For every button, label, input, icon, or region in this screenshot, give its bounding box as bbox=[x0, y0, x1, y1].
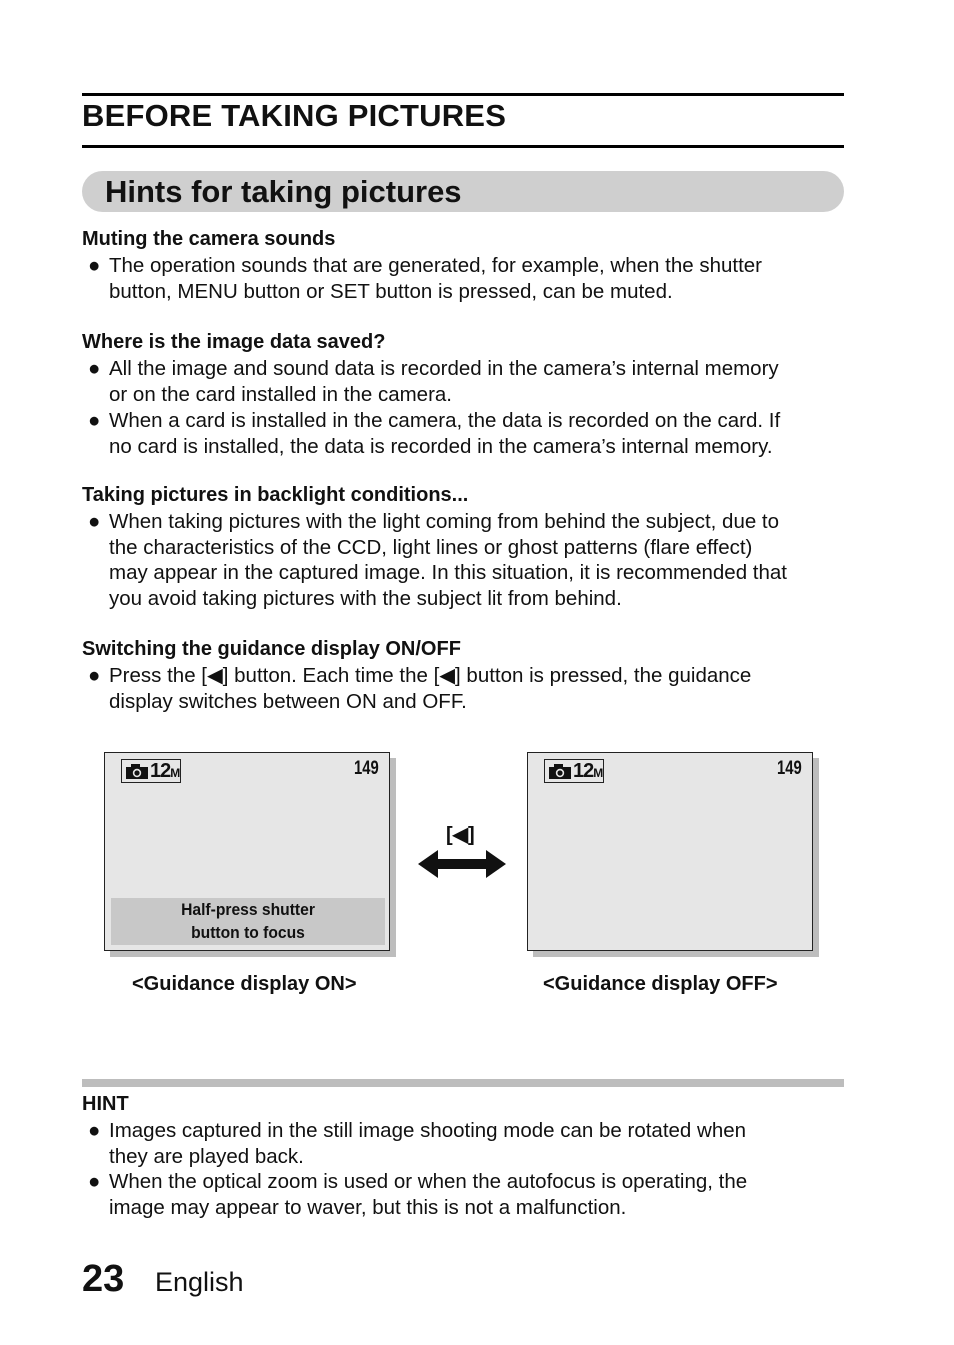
text-line: When taking pictures with the light coming from behind the subject, due to bbox=[109, 510, 780, 533]
bullet-icon: ● bbox=[88, 357, 101, 380]
list-item bbox=[88, 408, 848, 460]
camera-icon bbox=[549, 764, 571, 779]
section-heading-guidance: Switching the guidance display ON/OFF bbox=[82, 638, 461, 660]
bullet-icon: ● bbox=[88, 409, 101, 432]
list-item bbox=[88, 1118, 848, 1170]
text-line: they are played back. bbox=[109, 1144, 304, 1168]
text-line: no card is installed, the data is recorded in the camera’s internal memory. bbox=[109, 434, 773, 458]
guidance-line: Half-press shutter bbox=[181, 900, 315, 919]
list-item bbox=[88, 509, 848, 613]
caption-guidance-off: <Guidance display OFF> bbox=[543, 973, 778, 995]
text-line: the characteristics of the CCD, light lines or ghost patterns (flare effect) bbox=[109, 535, 753, 559]
text-line: The operation sounds that are generated, for example, when the shutter bbox=[109, 254, 762, 277]
megapixel-unit: M bbox=[170, 765, 180, 780]
list-item bbox=[88, 356, 848, 408]
text-line: display switches between ON and OFF. bbox=[109, 689, 467, 713]
text-line: All the image and sound data is recorded in the camera’s internal memory bbox=[109, 357, 779, 380]
double-arrow-icon bbox=[418, 850, 506, 878]
hint-divider bbox=[82, 1079, 844, 1087]
guidance-message bbox=[111, 898, 385, 945]
guidance-on-screen bbox=[104, 752, 390, 951]
text-line: you avoid taking pictures with the subject lit from behind. bbox=[109, 586, 622, 610]
text-line: Images captured in the still image shooting mode can be rotated when bbox=[109, 1119, 747, 1142]
guidance-line: button to focus bbox=[191, 923, 305, 942]
bullet-icon: ● bbox=[88, 1170, 101, 1193]
text-line: When a card is installed in the camera, the data is recorded on the card. If bbox=[109, 409, 781, 432]
section-heading-backlight: Taking pictures in backlight conditions... bbox=[82, 484, 469, 506]
page-number: 23 bbox=[82, 1258, 125, 1300]
shooting-mode-badge bbox=[544, 759, 604, 783]
bullet-icon: ● bbox=[88, 254, 101, 277]
text-line: button, MENU button or SET button is pressed, can be muted. bbox=[109, 279, 673, 303]
list-item bbox=[88, 1169, 848, 1221]
left-button-label: [◀] bbox=[446, 824, 475, 846]
bullet-icon: ● bbox=[88, 1119, 101, 1142]
section-title-banner bbox=[82, 171, 844, 212]
megapixel-unit: M bbox=[593, 765, 603, 780]
language-label: English bbox=[155, 1267, 244, 1297]
shot-count: 149 bbox=[354, 758, 379, 779]
camera-icon bbox=[126, 764, 148, 779]
shot-count: 149 bbox=[777, 758, 802, 779]
list-item bbox=[88, 663, 848, 715]
chapter-underline bbox=[82, 145, 844, 148]
text-line: image may appear to waver, but this is not a malfunction. bbox=[109, 1195, 627, 1219]
text-line: When the optical zoom is used or when the autofocus is operating, the bbox=[109, 1170, 748, 1193]
megapixel-value: 12 bbox=[150, 759, 171, 782]
section-heading-muting: Muting the camera sounds bbox=[82, 228, 336, 250]
bullet-icon: ● bbox=[88, 664, 101, 687]
text-line: Press the [◀] button. Each time the [◀] button is pressed, the guidance bbox=[109, 664, 752, 687]
text-line: may appear in the captured image. In this situation, it is recommended that bbox=[109, 561, 788, 584]
text-line: or on the card installed in the camera. bbox=[109, 382, 452, 406]
guidance-off-screen bbox=[527, 752, 813, 951]
chapter-title: BEFORE TAKING PICTURES bbox=[82, 98, 507, 133]
section-title: Hints for taking pictures bbox=[105, 174, 462, 209]
section-heading-image-data: Where is the image data saved? bbox=[82, 331, 386, 353]
list-item bbox=[88, 253, 848, 305]
hint-heading: HINT bbox=[82, 1093, 129, 1115]
shooting-mode-badge bbox=[121, 759, 181, 783]
megapixel-value: 12 bbox=[573, 759, 594, 782]
caption-guidance-on: <Guidance display ON> bbox=[132, 973, 357, 995]
bullet-icon: ● bbox=[88, 510, 101, 533]
top-rule bbox=[82, 93, 844, 96]
